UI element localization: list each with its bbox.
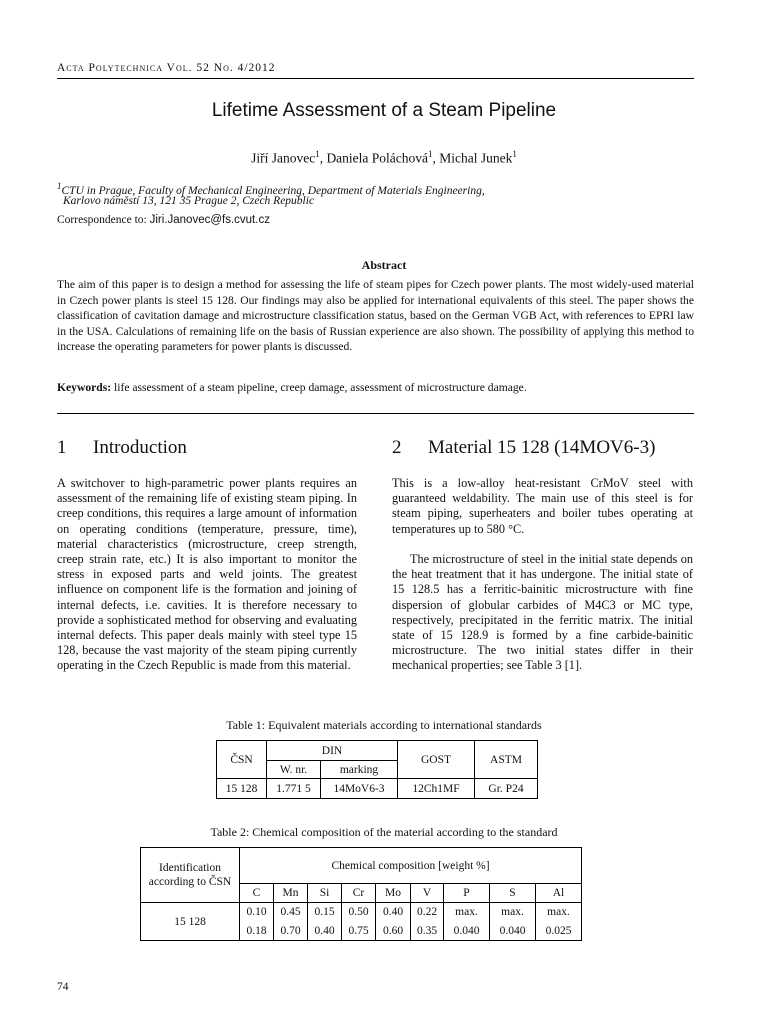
- cell-min: 0.10: [240, 903, 274, 922]
- cell-wnr: 1.771 5: [267, 779, 321, 799]
- author-list: Jiří Janovec$^1$, Daniela Poláchová$^1$, Michal Junek$^1$: [251, 149, 517, 166]
- cell-gost: 12Ch1MF: [398, 779, 475, 799]
- cell-max: 0.40: [308, 922, 342, 941]
- affiliation-text: CTU in Prague, Faculty of Mechanical Engineering, Department of Materials Engineering,: [61, 184, 485, 197]
- header-element: S: [490, 884, 536, 903]
- header-element: Al: [536, 884, 582, 903]
- section-number: 1: [57, 437, 67, 458]
- paper-title: Lifetime Assessment of a Steam Pipeline: [211, 100, 557, 121]
- section-title: Introduction: [93, 437, 187, 458]
- table2-caption: Table 2: Chemical composition of the material according to the standard: [210, 825, 558, 839]
- header-element: C: [240, 884, 274, 903]
- correspondence-label: Correspondence to:: [57, 214, 147, 226]
- header-rule: [57, 78, 694, 79]
- correspondence: [57, 214, 270, 226]
- correspondence-email-link[interactable]: Jiri.Janovec@fs.cvut.cz: [149, 214, 270, 226]
- header-din: DIN: [267, 741, 398, 761]
- journal-header: Acta Polytechnica Vol. 52 No. 4/2012: [57, 62, 276, 74]
- header-element: Mo: [376, 884, 411, 903]
- header-wnr: W. nr.: [267, 761, 321, 779]
- cell-max: 0.040: [490, 922, 536, 941]
- author-affil-mark: 1: [428, 149, 433, 159]
- abstract-text: The aim of this paper is to design a method for assessing the life of steam pipes for Czech power plants. The most widely-used material in Czech power plants is steel 15 128. Our findings may also be applied for international equivalents of this steel. The paper shows the classification of cavitation damage and microstructure classification status, based on the German VGB Act, with references to EPRI law in the USA. Calculations of remaining life on the basis of Russian experience are also shown. The possibility of applying this method to increase the operating parameters for power plants is discussed.: [57, 278, 694, 354]
- cell-min: 0.40: [376, 903, 411, 922]
- section-heading-material: [392, 437, 655, 459]
- author-affil-mark: 1: [512, 149, 517, 159]
- header-astm: ASTM: [475, 741, 538, 779]
- abstract-heading: Abstract: [361, 258, 407, 272]
- header-element: P: [444, 884, 490, 903]
- cell-min: max.: [536, 903, 582, 922]
- cell-astm: Gr. P24: [475, 779, 538, 799]
- introduction-paragraph: A switchover to high-parametric power plants requires an assessment of the remaining life of existing steam piping. In creep conditions, this requires a large amount of information on operating conditions (temperature, pressure, time), material characteristics (microstructure, creep strength, creep strain rate, etc.) It is also important to monitor the stress in exposed parts and weld joints. The greatest influence on component life is the formation and joining of internal defects, i.e. cavities. It is therefore necessary to provide a sophisticated method for observing and evaluating internal defects. This paper deals mainly with steel type 15 128, because the vast majority of the steam piping currently operating in the Czech Republic is made from this material.: [57, 476, 357, 673]
- cell-min: 0.15: [308, 903, 342, 922]
- author-name: Jiří Janovec: [251, 150, 316, 166]
- cell-max: 0.60: [376, 922, 411, 941]
- section-title: Material 15 128 (14MOV6-3): [428, 437, 656, 458]
- header-element: Cr: [342, 884, 376, 903]
- keywords-text: life assessment of a steam pipeline, creep damage, assessment of microstructure damage.: [114, 381, 527, 394]
- table1-caption: Table 1: Equivalent materials according to international standards: [226, 718, 542, 732]
- section-heading-introduction: [57, 437, 187, 459]
- header-element: V: [411, 884, 444, 903]
- author-name: Daniela Poláchová: [326, 150, 429, 166]
- header-marking: marking: [321, 761, 398, 779]
- section-number: 2: [392, 437, 402, 458]
- header-element: Mn: [274, 884, 308, 903]
- material-paragraph-2: [392, 552, 693, 674]
- cell-max: 0.35: [411, 922, 444, 941]
- header-element: Si: [308, 884, 342, 903]
- author-name: Michal Junek: [439, 150, 513, 166]
- author-affil-mark: 1: [315, 149, 320, 159]
- cell-max: 0.75: [342, 922, 376, 941]
- header-identification: Identification according to ČSN: [141, 848, 240, 903]
- keywords-label: Keywords:: [57, 381, 112, 394]
- cell-marking: 14MoV6-3: [321, 779, 398, 799]
- cell-min: max.: [444, 903, 490, 922]
- cell-max: 0.040: [444, 922, 490, 941]
- cell-max: 0.18: [240, 922, 274, 941]
- header-csn: ČSN: [217, 741, 267, 779]
- cell-material: 15 128: [141, 903, 240, 941]
- cell-csn: 15 128: [217, 779, 267, 799]
- abstract-rule: [57, 413, 694, 414]
- keywords: [57, 381, 694, 394]
- cell-min: 0.22: [411, 903, 444, 922]
- cell-max: 0.70: [274, 922, 308, 941]
- cell-max: 0.025: [536, 922, 582, 941]
- header-gost: GOST: [398, 741, 475, 779]
- affiliation-mark: 1: [57, 181, 62, 191]
- cell-min: max.: [490, 903, 536, 922]
- material-paragraph-2-text: The microstructure of steel in the initial state depends on the heat treatment that it has undergone. The initial state of 15 128.5 has a ferritic-bainitic microstructure with fine dispersion of globular carbides of M4C3 or MC type, respectively, precipitated in the ferritic matrix. The initial state of 15 128.9 is formed by a fine carbide-bainitic microstructure. The two initial states differ in their mechanical properties; see Table 3 [1].: [392, 552, 693, 673]
- header-chemical-composition: Chemical composition [weight %]: [240, 848, 582, 884]
- material-paragraph-1: This is a low-alloy heat-resistant CrMoV steel with guaranteed weldability. The main use of this steel is for steam piping, superheaters and boiler tubes operating at temperatures up to 580 °C.: [392, 476, 693, 536]
- affiliation-line-2: Karlovo náměstí 13, 121 35 Prague 2, Czech Republic: [63, 195, 315, 207]
- page-number: 74: [57, 981, 69, 993]
- table-equivalent-materials: [216, 740, 538, 799]
- table-chemical-composition: [140, 847, 582, 941]
- cell-min: 0.50: [342, 903, 376, 922]
- cell-min: 0.45: [274, 903, 308, 922]
